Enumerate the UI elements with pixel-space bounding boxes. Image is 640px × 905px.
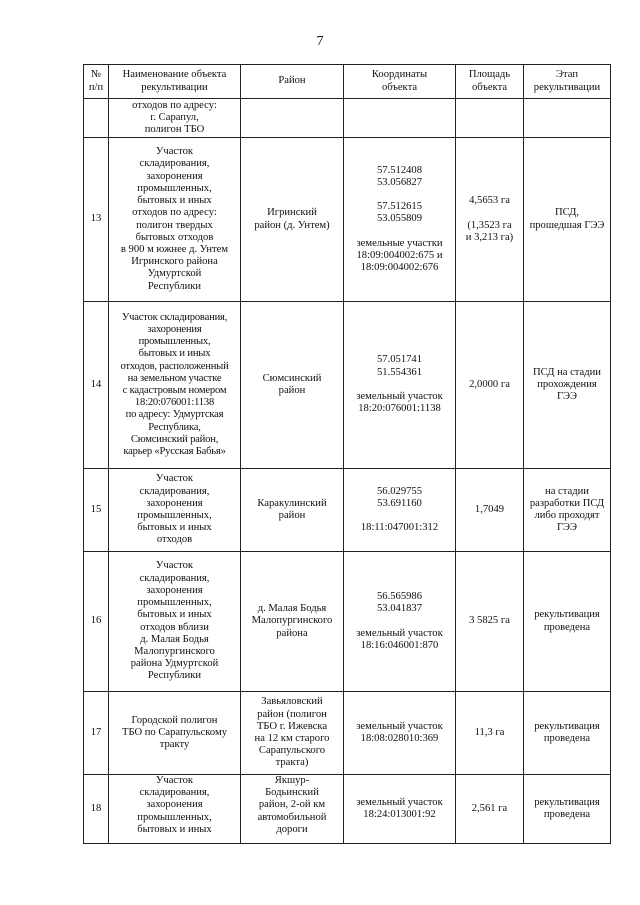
table-row — [84, 692, 611, 775]
cell-coords: земельный участок 18:24:013001:92 — [344, 775, 456, 844]
cell-name: Участок складирования, захоронения промышленных, бытовых и иных отходов — [109, 469, 241, 552]
table-row — [84, 138, 611, 302]
cell-name: Городской полигон ТБО по Сарапульскому тракту — [109, 692, 241, 775]
cell-stage: ПСД, прошедшая ГЭЭ — [524, 138, 611, 302]
cell-coords: 57.051741 51.554361 земельный участок 18:20:076001:1138 — [344, 302, 456, 469]
cell-num: 15 — [84, 469, 109, 552]
cell-name: Участок складирования, захоронения промышленных, бытовых и иных — [109, 775, 241, 844]
cell-coords: 57.512408 53.056827 57.512615 53.055809 земельные участки 18:09:004002:675 и 18:09:004002:676 — [344, 138, 456, 302]
cell-name: Участок складирования, захоронения промышленных, бытовых и иных отходов вблизи д. Малая Бодья Малопургинского района Удмуртской Республики — [109, 552, 241, 692]
cell-district: Якшур- Бодьинский район, 2-ой км автомобильной дороги — [241, 775, 344, 844]
cell-district: Каракулинский район — [241, 469, 344, 552]
cell-area: 11,3 га — [456, 692, 524, 775]
cell-num: 17 — [84, 692, 109, 775]
header-area: Площадь объекта — [456, 65, 524, 99]
header-coords: Координаты объекта — [344, 65, 456, 99]
table-header-row — [84, 65, 611, 99]
cell-district: Завьяловский район (полигон ТБО г. Ижевска на 12 км старого Сарапульского тракта) — [241, 692, 344, 775]
cell-district — [241, 99, 344, 138]
cell-coords: 56.029755 53.691160 18:11:047001:312 — [344, 469, 456, 552]
cell-coords: земельный участок 18:08:028010:369 — [344, 692, 456, 775]
cell-area: 2,561 га — [456, 775, 524, 844]
cell-coords: 56.565986 53.041837 земельный участок 18:16:046001:870 — [344, 552, 456, 692]
cell-stage: ПСД на стадии прохождения ГЭЭ — [524, 302, 611, 469]
cell-stage — [524, 99, 611, 138]
table-row — [84, 302, 611, 469]
cell-num — [84, 99, 109, 138]
cell-area: 1,7049 — [456, 469, 524, 552]
cell-district: Сюмсинский район — [241, 302, 344, 469]
table-row — [84, 99, 611, 138]
cell-name: отходов по адресу: г. Сарапул, полигон ТБО — [109, 99, 241, 138]
header-stage: Этап рекультивации — [524, 65, 611, 99]
cell-name: Участок складирования, захоронения промышленных, бытовых и иных отходов, расположенный на земельном участке с кадастровым номером 18:20:076001:1138 по адресу: Удмуртская Республика, Сюмсинский район, карьер «Русская Бабья» — [109, 302, 241, 469]
table-row — [84, 469, 611, 552]
cell-district: д. Малая Бодья Малопургинского района — [241, 552, 344, 692]
table-row — [84, 775, 611, 844]
cell-name: Участок складирования, захоронения промышленных, бытовых и иных отходов по адресу: полигон твердых бытовых отходов в 900 м южнее д. Унтем Игринского района Удмуртской Республики — [109, 138, 241, 302]
cell-area: 4,5653 га (1,3523 га и 3,213 га) — [456, 138, 524, 302]
header-name: Наименование объекта рекультивации — [109, 65, 241, 99]
reclamation-table — [83, 64, 611, 844]
header-district: Район — [241, 65, 344, 99]
table-row — [84, 552, 611, 692]
cell-num: 18 — [84, 775, 109, 844]
cell-coords — [344, 99, 456, 138]
page-number: 7 — [316, 34, 324, 49]
cell-stage: рекультивация проведена — [524, 552, 611, 692]
cell-area: 3 5825 га — [456, 552, 524, 692]
header-num: № п/п — [84, 65, 109, 99]
cell-num: 14 — [84, 302, 109, 469]
cell-stage: рекультивация проведена — [524, 775, 611, 844]
cell-area — [456, 99, 524, 138]
cell-area: 2,0000 га — [456, 302, 524, 469]
cell-stage: рекультивация проведена — [524, 692, 611, 775]
cell-district: Игринский район (д. Унтем) — [241, 138, 344, 302]
cell-stage: на стадии разработки ПСД либо проходят ГЭЭ — [524, 469, 611, 552]
cell-num: 16 — [84, 552, 109, 692]
cell-num: 13 — [84, 138, 109, 302]
